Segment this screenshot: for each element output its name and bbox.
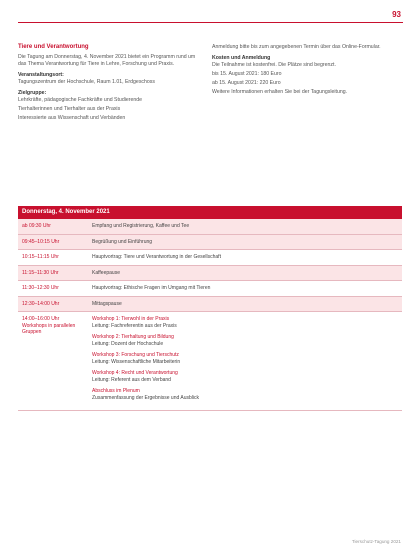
- session-text: Leitung: Wissenschaftliche Mitarbeiterin: [92, 358, 181, 365]
- session-title: Workshop 3: Forschung und Tierschutz: [92, 352, 179, 358]
- program-desc: Empfang und Registrierung, Kaffee und Tee: [92, 223, 190, 229]
- program-row: [18, 235, 402, 251]
- session-block: [92, 316, 398, 329]
- price-early: bis 15. August 2021: 180 Euro: [212, 71, 282, 77]
- program-time: 11:30–12:30 Uhr: [22, 285, 59, 291]
- session-text: Leitung: Fachreferentin aus der Praxis: [92, 322, 177, 329]
- program-table: [18, 206, 402, 411]
- program-row: [18, 312, 402, 411]
- program-time-value: 14:00–16:00 Uhr: [22, 316, 60, 322]
- target-heading: Zielgruppe:: [18, 90, 47, 96]
- program-date-header: Donnerstag, 4. November 2021: [18, 206, 402, 219]
- program-desc: Begrüßung und Einführung: [92, 238, 153, 245]
- session-text: Leitung: Referent aus dem Verband: [92, 376, 171, 383]
- footer-text: Tierschutz-Tagung 2021: [351, 539, 401, 544]
- header-rule: [18, 22, 403, 23]
- price-late: ab 15. August 2021: 220 Euro: [212, 80, 281, 86]
- program-time: [18, 312, 88, 410]
- program-time: 09:45–10:15 Uhr: [22, 238, 60, 245]
- session-block: [92, 334, 398, 347]
- left-column: [18, 44, 198, 124]
- venue-heading: Veranstaltungsort:: [18, 72, 64, 78]
- program-time-note: Workshops in parallelen Gruppen: [22, 322, 76, 335]
- session-title: Abschluss im Plenum: [92, 388, 140, 394]
- top-bar: [0, 0, 413, 32]
- section-heading: Tiere und Verantwortung: [18, 44, 89, 50]
- session-title: Workshop 2: Tierhaltung und Bildung: [92, 334, 174, 340]
- program-desc: Mittagspause: [92, 300, 122, 307]
- program-time: ab 09:30 Uhr: [22, 223, 51, 229]
- session-block: [92, 352, 398, 365]
- cost-heading: Kosten und Anmeldung: [212, 55, 271, 61]
- page-number: 93: [392, 10, 401, 19]
- program-sessions: [88, 312, 402, 410]
- session-title: Workshop 1: Tierwohl in der Praxis: [92, 316, 170, 322]
- target-item: Lehrkräfte, pädagogische Fachkräfte und Studierende: [18, 97, 143, 103]
- cost-text: Die Teilnahme ist kostenfrei. Die Plätze sind begrenzt.: [212, 62, 336, 68]
- session-text: Zusammenfassung der Ergebnisse und Ausblick: [92, 394, 200, 401]
- registration-text: Anmeldung bitte bis zum angegebenen Termin über das Online-Formular.: [212, 44, 381, 50]
- intro-text: Die Tagung am Donnerstag, 4. November 2021 bietet ein Programm rund um das Thema Verantwortung für Tiere in Lehre, Forschung und Praxis.: [18, 54, 196, 67]
- contact-note: Weitere Informationen erhalten Sie bei der Tagungsleitung.: [212, 89, 348, 95]
- program-desc: Hauptvortrag: Ethische Fragen im Umgang mit Tieren: [92, 285, 211, 291]
- venue-text: Tagungszentrum der Hochschule, Raum 1.01, Erdgeschoss: [18, 79, 155, 85]
- program-row: [18, 266, 402, 282]
- program-row: [18, 297, 402, 313]
- program-desc: Hauptvortrag: Tiere und Verantwortung in der Gesellschaft: [92, 254, 221, 260]
- right-column: [212, 44, 402, 98]
- program-desc: Kaffeepause: [92, 269, 120, 276]
- program-time: 11:15–11:30 Uhr: [22, 269, 59, 276]
- session-title: Workshop 4: Recht und Verantwortung: [92, 370, 178, 376]
- program-row: [18, 219, 402, 235]
- program-time: 12:30–14:00 Uhr: [22, 300, 60, 307]
- session-text: Leitung: Dozent der Hochschule: [92, 340, 164, 347]
- program-row: [18, 281, 402, 297]
- program-time: 10:15–11:15 Uhr: [22, 254, 59, 260]
- program-row: [18, 250, 402, 266]
- target-item: Tierhalterinnen und Tierhalter aus der Praxis: [18, 106, 121, 112]
- session-block: [92, 388, 398, 401]
- session-block: [92, 370, 398, 383]
- target-item: Interessierte aus Wissenschaft und Verbänden: [18, 115, 126, 121]
